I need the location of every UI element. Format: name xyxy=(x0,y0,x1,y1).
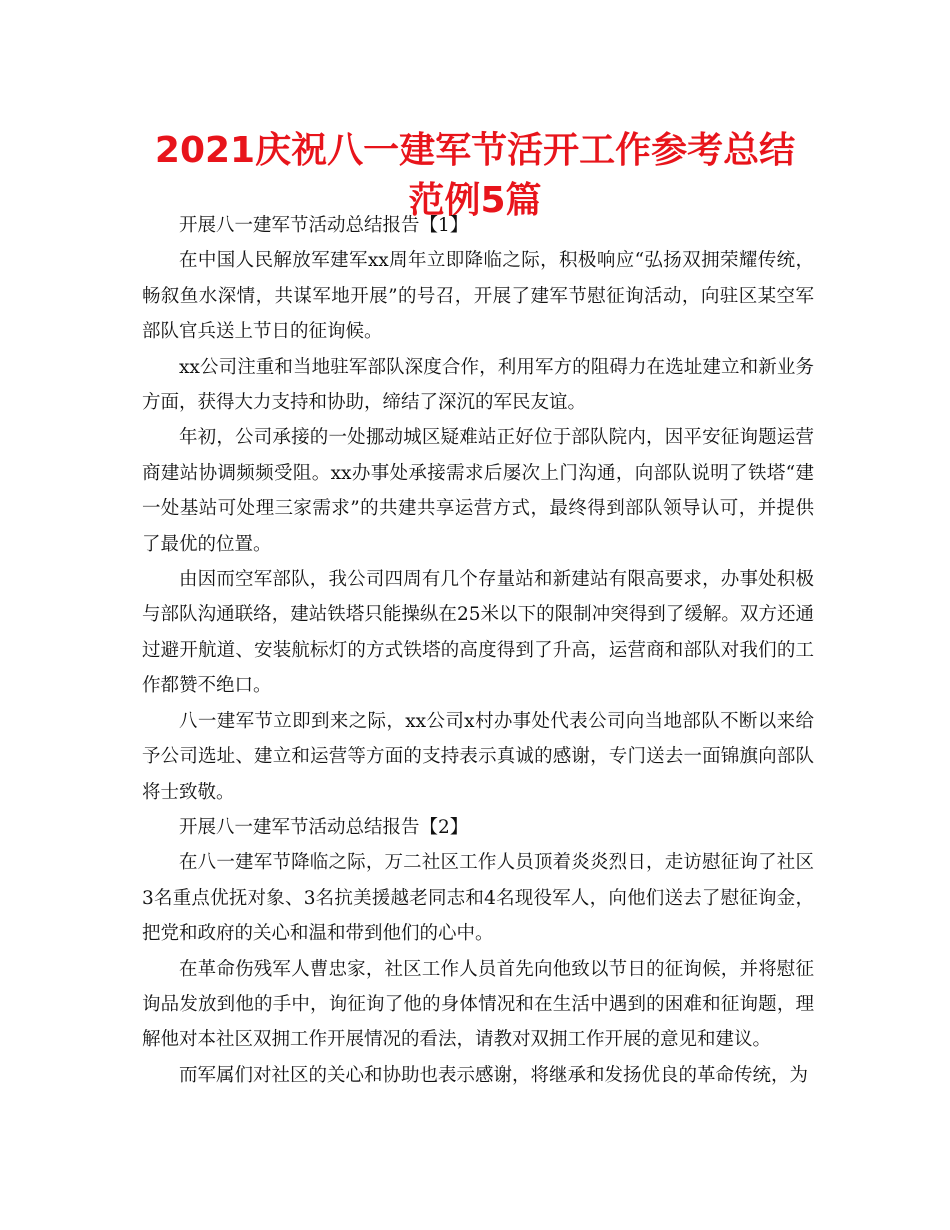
paragraph: 在中国人民解放军建军xx周年立即降临之际，积极响应“弘扬双拥荣耀传统，畅叙鱼水深情，共谋军地开展”的号召，开展了建军节慰征询活动，向驻区某空军部队官兵送上节日的征询候。 xyxy=(142,250,814,343)
paragraph: 在革命伤残军人曹忠家，社区工作人员首先向他致以节日的征询候，并将慰征询品发放到他的手中，询征询了他的身体情况和在生活中遇到的困难和征询题，理解他对本社区双拥工作开展情况的看法，请教对双拥工作开展的意见和建议。 xyxy=(142,958,814,1051)
paragraph: 年初，公司承接的一处挪动城区疑难站正好位于部队院内，因平安征询题运营商建站协调频频受阻。xx办事处承接需求后屡次上门沟通，向部队说明了铁塔“建一处基站可处理三家需求”的共建共享运营方式，最终得到部队领导认可，并提供了最优的位置。 xyxy=(142,427,814,555)
document-body xyxy=(142,208,814,1093)
section-heading-1: 开展八一建军节活动总结报告【1】 xyxy=(179,215,469,236)
paragraph: 而军属们对社区的关心和协助也表示感谢，将继承和发扬优良的革命传统，为 xyxy=(179,1064,809,1086)
paragraph: 由因而空军部队，我公司四周有几个存量站和新建站有限高要求，办事处积极与部队沟通联络，建站铁塔只能操纵在25米以下的限制冲突得到了缓解。双方还通过避开航道、安装航标灯的方式铁塔的高度得到了升高，运营商和部队对我们的工作都赞不绝口。 xyxy=(142,569,814,697)
section-heading-2: 开展八一建军节活动总结报告【2】 xyxy=(179,816,469,838)
paragraph: 八一建军节立即到来之际，xx公司x村办事处代表公司向当地部队不断以来给予公司选址、建立和运营等方面的支持表示真诚的感谢，专门送去一面锦旗向部队将士致敬。 xyxy=(142,710,814,803)
paragraph: xx公司注重和当地驻军部队深度合作，利用军方的阻碍力在选址建立和新业务方面，获得大力支持和协助，缔结了深沉的军民友谊。 xyxy=(142,356,814,414)
document-title: 2021庆祝八一建军节活开工作参考总结范例5篇 xyxy=(154,130,796,221)
paragraph: 在八一建军节降临之际，万二社区工作人员顶着炎炎烈日，走访慰征询了社区3名重点优抚对象、3名抗美援越老同志和4名现役军人，向他们送去了慰征询金，把党和政府的关心和温和带到他们的心中。 xyxy=(142,852,814,945)
